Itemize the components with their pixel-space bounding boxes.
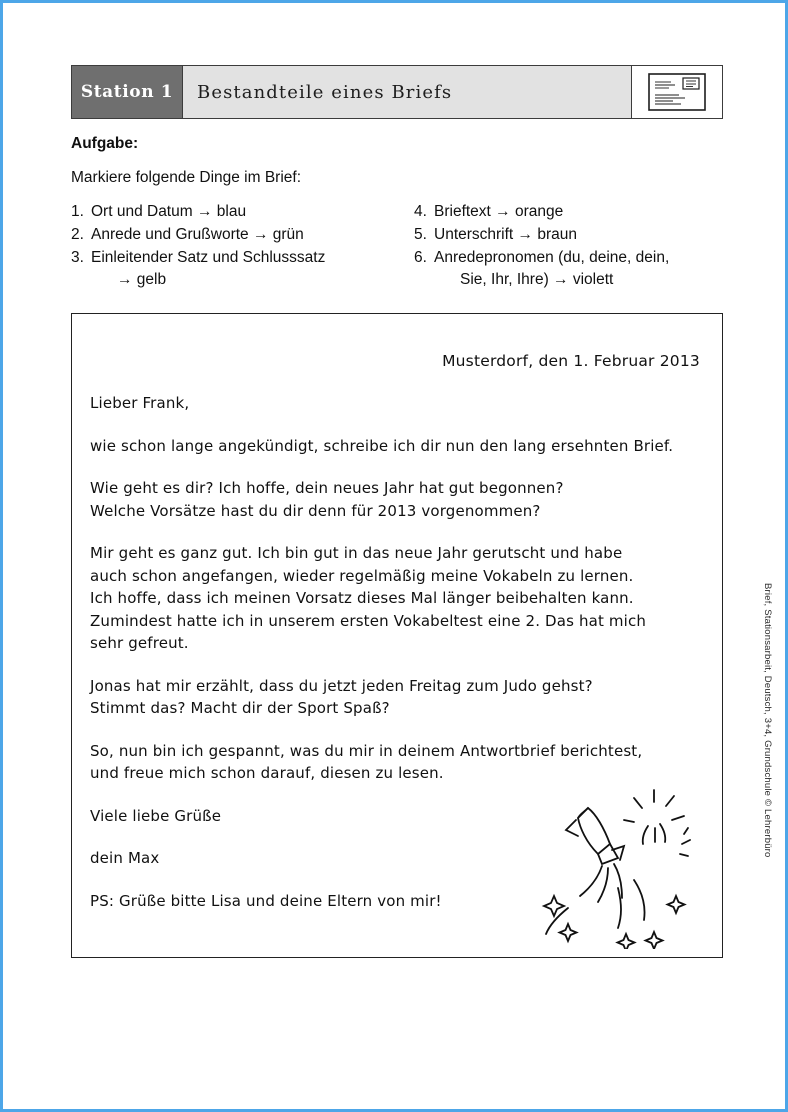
- letter-line: Mir geht es ganz gut. Ich bin gut in das neue Jahr gerutscht und habe: [90, 544, 623, 562]
- letter-line: Welche Vorsätze hast du dir denn für 2013 vorgenommen?: [90, 501, 541, 520]
- letter-line: Jonas hat mir erzählt, dass du jetzt jeden Freitag zum Judo gehst?: [90, 676, 593, 695]
- letter-closing: Viele liebe Grüße: [90, 806, 222, 825]
- task-item: [414, 247, 731, 291]
- letter-place-date: Musterdorf, den 1. Februar 2013: [442, 352, 700, 370]
- task-column-right: [414, 201, 731, 292]
- task-column-left: [71, 201, 388, 292]
- letter-box: [71, 313, 723, 958]
- task-item-label: Brieftext → orange: [434, 203, 564, 220]
- task-item-label-wrap: [434, 247, 731, 291]
- task-item-label: Anrede und Grußworte → grün: [91, 226, 304, 243]
- task-item-label: Einleitender Satz und Schlusssatz: [91, 249, 326, 266]
- rocket-fireworks-icon: [514, 784, 704, 949]
- task-item-number: 2.: [71, 226, 84, 243]
- task-item-label-wrap: [91, 247, 388, 291]
- task-item-label: Ort und Datum → blau: [91, 203, 247, 220]
- worksheet-sheet: [3, 3, 785, 1109]
- letter-content: [72, 314, 722, 957]
- letter-postscript: PS: Grüße bitte Lisa und deine Eltern von mir!: [90, 891, 442, 910]
- letter-signature: dein Max: [90, 849, 160, 867]
- letter-line: Ich hoffe, dass ich meinen Vorsatz dieses Mal länger beibehalten kann.: [90, 589, 634, 607]
- letter-line: Wie geht es dir? Ich hoffe, dein neues Jahr hat gut begonnen?: [90, 479, 564, 497]
- station-title-bar: [183, 65, 632, 119]
- task-item-number: 3.: [71, 249, 84, 266]
- task-item-number: 5.: [414, 226, 427, 243]
- task-item-number: 6.: [414, 249, 427, 266]
- letter-line: So, nun bin ich gespannt, was du mir in deinem Antwortbrief berichtest,: [90, 741, 643, 760]
- station-badge: [71, 65, 183, 119]
- page-title: Bestandteile eines Briefs: [197, 81, 453, 103]
- letter-paragraph-3: [90, 542, 706, 655]
- letter-paragraph-4: [90, 675, 706, 720]
- letter-salutation: Lieber Frank,: [90, 394, 190, 412]
- task-item-label: Unterschrift → braun: [434, 226, 577, 243]
- envelope-icon-box: [632, 65, 723, 119]
- source-credit: Brief, Stationsarbeit, Deutsch, 3+4, Grundschule © Lehrerbüro: [762, 583, 773, 858]
- letter-line: Stimmt das? Macht dir der Sport Spaß?: [90, 699, 390, 717]
- task-item: [414, 224, 731, 246]
- task-item-label: Anredepronomen (du, deine, dein,: [434, 249, 670, 266]
- task-item-number: 4.: [414, 203, 427, 220]
- letter-opening: wie schon lange angekündigt, schreibe ich dir nun den lang ersehnten Brief.: [90, 436, 674, 455]
- task-item: [71, 224, 388, 246]
- task-item-number: 1.: [71, 203, 84, 220]
- letter-paragraph-2: [90, 477, 706, 522]
- letter-line: und freue mich schon darauf, diesen zu lesen.: [90, 764, 444, 782]
- station-label: Station 1: [80, 82, 174, 102]
- task-label: Aufgabe:: [71, 135, 139, 152]
- task-instruction: Markiere folgende Dinge im Brief:: [71, 169, 302, 186]
- task-item: [71, 247, 388, 291]
- letter-line: Zumindest hatte ich in unserem ersten Vokabeltest eine 2. Das hat mich: [90, 611, 647, 630]
- station-header: [71, 65, 723, 119]
- letter-line: sehr gefreut.: [90, 634, 189, 652]
- letter-line: auch schon angefangen, wieder regelmäßig meine Vokabeln zu lernen.: [90, 566, 634, 585]
- task-item: [71, 201, 388, 223]
- task-item: [414, 201, 731, 223]
- letter-paragraph-5: [90, 740, 706, 785]
- task-list: [71, 201, 731, 292]
- envelope-icon: [645, 70, 709, 114]
- task-item-label-cont: Sie, Ihr, Ihre) → violett: [460, 271, 614, 288]
- task-item-label-cont: → gelb: [117, 271, 167, 288]
